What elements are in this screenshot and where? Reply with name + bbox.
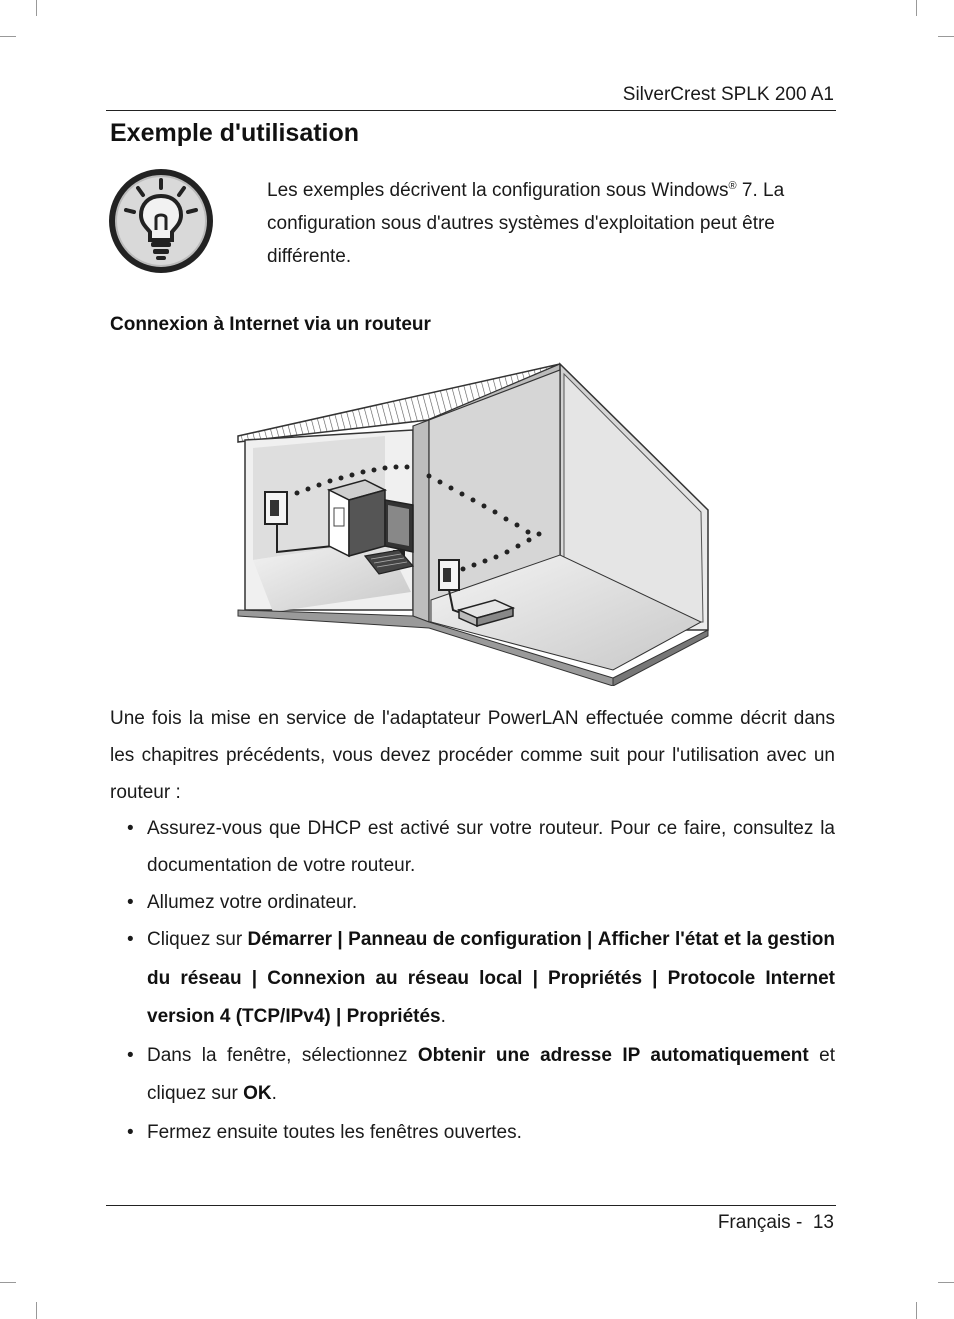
step-suffix: . (271, 1083, 277, 1104)
crop-mark (0, 36, 16, 37)
list-item (110, 1037, 835, 1114)
menu-path-item: Panneau de configuration (348, 929, 582, 950)
crop-mark (916, 1302, 917, 1319)
menu-path-item: Afficher l'état et la gestion du réseau (147, 929, 835, 989)
page-number: 13 (812, 1212, 834, 1233)
footer-rule (106, 1205, 836, 1206)
path-separator: | (587, 929, 593, 950)
step-prefix: Cliquez sur (147, 929, 248, 950)
house-network-illustration (233, 360, 713, 686)
tip-note (267, 174, 827, 273)
step-text: Allumez votre ordinateur. (147, 892, 358, 913)
list-item (110, 810, 835, 884)
registered-mark: ® (728, 180, 737, 192)
footer-language: Français - (717, 1212, 803, 1233)
step-prefix: Dans la fenêtre, sélectionnez (147, 1044, 418, 1066)
step-middle: et cliquez sur (147, 1044, 836, 1104)
step-suffix: . (440, 1006, 446, 1027)
list-item (110, 884, 835, 921)
bullet-icon: • (127, 1121, 134, 1143)
crop-mark (938, 36, 954, 37)
menu-path-item: Propriétés (346, 1006, 441, 1027)
lightbulb-icon (108, 168, 214, 274)
path-separator: | (652, 967, 658, 989)
crop-mark (36, 0, 37, 16)
steps-list (110, 810, 835, 1151)
path-separator: | (337, 929, 343, 950)
running-header: SilverCrest SPLK 200 A1 (622, 84, 834, 105)
list-item (110, 921, 835, 1037)
intro-paragraph: Une fois la mise en service de l'adaptateur PowerLAN effectuée comme décrit dans les chapitres précédents, vous devez procéder comme suit pour l'utilisation avec un routeur : (110, 708, 835, 803)
step-text: Fermez ensuite toutes les fenêtres ouvertes. (147, 1121, 522, 1143)
step-text: Assurez-vous que DHCP est activé sur votre routeur. Pour ce faire, consultez la documentation de votre routeur. (147, 818, 835, 876)
menu-path-item: Démarrer (247, 929, 333, 950)
path-separator: | (251, 967, 258, 989)
section-title: Exemple d'utilisation (110, 119, 360, 147)
page-footer (718, 1212, 834, 1234)
path-separator: | (532, 967, 538, 989)
tip-text-2: 7. La configuration sous d'autres systèmes d'exploitation peut être différente. (267, 180, 785, 267)
menu-path-item: Propriétés (548, 967, 643, 989)
option-label: Obtenir une adresse IP automatiquement (417, 1044, 809, 1066)
bullet-icon: • (127, 892, 134, 913)
bullet-icon: • (127, 1044, 134, 1066)
menu-path-item: Connexion au réseau local (267, 967, 523, 989)
path-separator: | (336, 1006, 342, 1027)
subsection-title: Connexion à Internet via un routeur (110, 314, 431, 335)
ok-label: OK (243, 1083, 272, 1104)
menu-path-item: Protocole Internet version 4 (TCP/IPv4) (147, 967, 836, 1027)
crop-mark (36, 1302, 37, 1319)
crop-mark (916, 0, 917, 16)
header-rule (106, 110, 836, 111)
bullet-icon: • (127, 929, 134, 950)
crop-mark (0, 1282, 16, 1283)
list-item (110, 1114, 835, 1151)
bullet-icon: • (127, 818, 134, 839)
crop-mark (938, 1282, 954, 1283)
tip-text-1: Les exemples décrivent la configuration sous Windows (267, 180, 729, 201)
